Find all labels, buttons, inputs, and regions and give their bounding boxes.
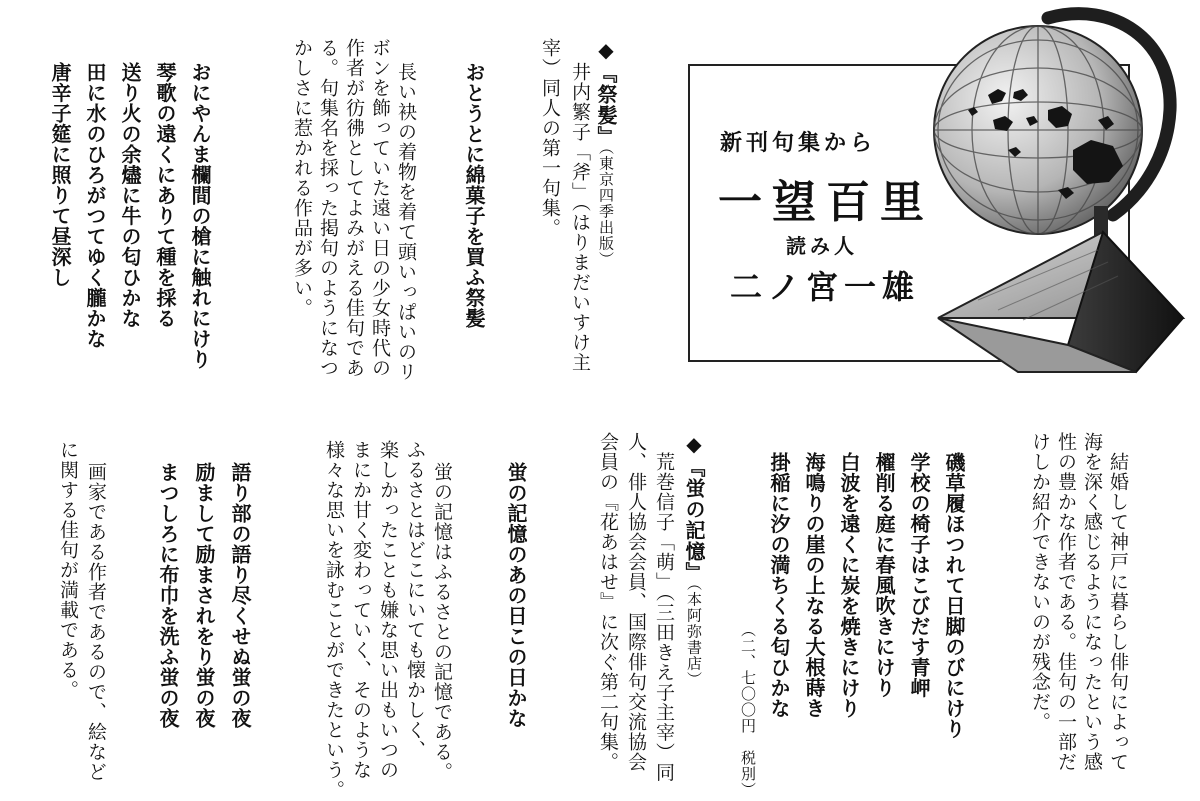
- column-subtitle: 新刊句集から: [720, 131, 877, 156]
- review-body-line-2: 海を深く感じるようになったという感: [1081, 432, 1103, 772]
- hotaru-body-line-5: 様々な思いを詠むことができたという。: [323, 440, 345, 800]
- matsuri-haiku-4: 田に水のひろがつてゆく朧かな: [83, 62, 107, 349]
- publisher: （本阿弥書店）: [685, 583, 703, 688]
- book-title-text: 『祭髪』: [594, 63, 618, 147]
- author-line-2: 宰）同人の第一句集。: [539, 38, 561, 238]
- matsuri-haiku-2: 琴歌の遠くにありて種を採る: [153, 62, 177, 329]
- matsuri-body-line-2: ボンを飾っていた遠い日の少女時代の: [369, 38, 391, 378]
- review-haiku-3: 櫂削る庭に春風吹きにけり: [872, 452, 896, 698]
- hotaru-body-line-4: まにか甘く変わっていく、そのような: [350, 440, 372, 780]
- book-title-matsuri: [596, 38, 616, 268]
- reader-name: 二ノ宮一雄: [730, 268, 921, 306]
- book-title-hotaru: [684, 432, 704, 688]
- reader-label: 読み人: [786, 234, 858, 258]
- matsuri-body-line-3: 作者が彷彿としてよみがえる佳句であ: [343, 38, 365, 378]
- hotaru-haiku-1: 語り部の語り尽くせぬ蛍の夜: [228, 462, 252, 729]
- globe-illustration: [898, 0, 1200, 392]
- review-haiku-1: 磯草履ほつれて日脚のびにけり: [942, 452, 966, 739]
- hotaru-body-line-1: 蛍の記憶はふるさとの記憶である。: [431, 462, 453, 782]
- matsuri-body-line-5: かしさに惹かれる作品が多い。: [291, 38, 313, 318]
- hotaru-author-line-3: 会員の『花あはせ』に次ぐ第二句集。: [597, 432, 619, 772]
- hotaru-closing-line-1: 画家である作者であるので、絵など: [85, 462, 107, 782]
- matsuri-body-line-1: 長い袂の着物を着て頭いっぱいのリ: [395, 62, 417, 382]
- diamond-marker-icon: ◆: [594, 38, 618, 63]
- hotaru-haiku-2: 励まして励まされをり蛍の夜: [192, 462, 216, 729]
- publisher: （東京四季出版）: [597, 147, 615, 268]
- hotaru-author-line-2: 人、俳人協会会員、国際俳句交流協会: [625, 432, 647, 772]
- hotaru-body-line-3: 楽しかったことも嫌な思い出もいつの: [377, 440, 399, 780]
- author-line-1: 井内繁子「斧」（はりまだいすけ主: [569, 62, 591, 373]
- review-body-line-1: 結婚して神戸に暮らし俳句によって: [1107, 452, 1129, 772]
- matsuri-body-line-4: る。句集名を採った掲句のようになつ: [317, 38, 339, 378]
- review-haiku-6: 掛稲に汐の満ちくる匂ひかな: [767, 452, 791, 719]
- review-haiku-5: 海鳴りの崖の上なる大根蒔き: [802, 452, 826, 719]
- review-haiku-4: 白波を遠くに炭を焼きにけり: [837, 452, 861, 719]
- hotaru-body-line-2: ふるさとはどこにいても懐かしく、: [404, 440, 426, 760]
- review-haiku-2: 学校の椅子はこびだす青岬: [907, 452, 931, 698]
- review-body-line-3: 性の豊かな作者である。佳句の一部だ: [1055, 432, 1077, 772]
- hotaru-haiku-3: まつしろに布巾を洗ふ蛍の夜: [156, 462, 180, 729]
- headline-haiku-hotaru: 蛍の記憶のあの日この日かな: [504, 462, 528, 729]
- price-label: （二、七〇〇円 税別）: [739, 622, 757, 798]
- matsuri-haiku-5: 唐辛子筵に照りて昼深し: [48, 62, 72, 288]
- review-body-line-4: けしか紹介できないのが残念だ。: [1029, 432, 1051, 732]
- hotaru-author-line-1: 荒巻信子「萌」（三田きえ子主宰）同: [653, 452, 675, 783]
- matsuri-haiku-3: 送り火の余燼に牛の匂ひかな: [118, 62, 142, 329]
- diamond-marker-icon: ◆: [682, 432, 706, 457]
- matsuri-haiku-1: おにやんま欄間の槍に触れにけり: [188, 62, 212, 370]
- column-title: 一望百里: [718, 177, 934, 228]
- book-title-text: 『蛍の記憶』: [682, 457, 706, 583]
- hotaru-closing-line-2: に関する佳句が満載である。: [57, 440, 79, 700]
- headline-haiku-matsuri: おとうとに綿菓子を買ふ祭髪: [462, 62, 486, 329]
